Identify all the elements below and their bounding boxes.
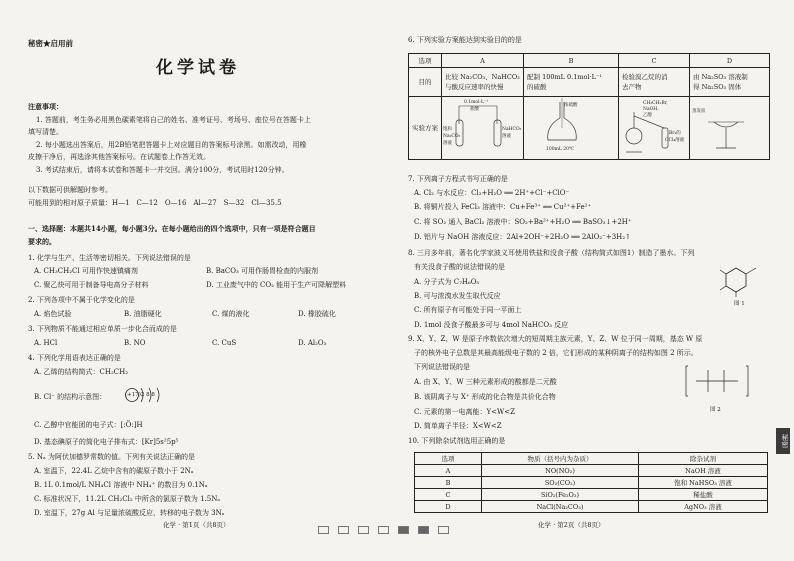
cell-text: 由 Na₂SO₃ 溶液制 — [693, 73, 748, 81]
page-marker-dots — [318, 519, 458, 538]
q9-option-d: D. 简单离子半径：X<W<Z — [414, 422, 502, 430]
secret-mark: 秘密★启用前 — [28, 39, 73, 48]
marker-icon — [418, 526, 429, 534]
q3-option-c: C. CuS — [212, 339, 237, 347]
q5-option-c: C. 标准状况下，11.2L CH₂Cl₂ 中所含的氯原子数为 1.5Nₐ — [34, 495, 221, 503]
q6-purpose-d — [690, 68, 770, 97]
q10-header: 物质（括号内为杂质） — [482, 453, 639, 465]
question-8-stem: 有关没食子酸的说法错误的是 — [414, 263, 505, 271]
q2-option-d: D. 橡胶硫化 — [298, 310, 336, 318]
reference-line: 可能用到的相对原子质量：H—1 C—12 O—16 Al—27 S—32 Cl—35.5 — [28, 199, 282, 207]
q7-option-c: C. 将 SO₂ 通入 BaCl₂ 溶液中：SO₂+Ba²⁺+H₂O ══ BaSO₃↓+2H⁺ — [414, 218, 632, 226]
q7-option-d: D. 铝片与 NaOH 溶液反应：2Al+2OH⁻+2H₂O ══ 2AlO₂⁻+3H₂↑ — [414, 233, 631, 241]
fig-label: 饱和 — [443, 127, 452, 132]
q6-purpose-label: 目的 — [409, 68, 442, 97]
q10-table — [414, 452, 768, 513]
question-7-stem: 7. 下列离子方程式书写正确的是 — [408, 175, 508, 183]
side-tab: 秘密 — [776, 428, 790, 454]
q9-option-a: A. 由 X、Y、W 三种元素形成的酸都是二元酸 — [414, 378, 557, 386]
q6-figure-b — [524, 97, 619, 160]
marker-icon — [358, 526, 369, 534]
fig-label: 浓硫酸 — [564, 103, 578, 108]
q10-header: 除杂试剂 — [639, 453, 768, 465]
section-heading: 要求的。 — [28, 237, 56, 246]
table-cell: SO₂(CO₂) — [482, 477, 639, 489]
table-row — [415, 501, 768, 513]
section-heading: 一、选择题：本题共14小题，每小题3分。在每小题给出的四个选项中，只有一项是符合题目 — [28, 224, 316, 233]
question-5-stem: 5. Nₐ 为阿伏加德罗常数的值。下列有关说法正确的是 — [28, 453, 195, 461]
table-row — [415, 477, 768, 489]
q5-option-a: A. 室温下，22.4L 乙烷中含有的碳原子数小于 2Nₐ — [34, 467, 194, 475]
fig-label: 溶液 — [443, 141, 452, 146]
q4-option-c: C. 乙醇中官能团的电子式：[:Ö:]H — [34, 421, 143, 429]
q6-header: D — [690, 54, 770, 68]
q2-option-a: A. 焰色试验 — [34, 310, 72, 318]
q4-option-d: D. 基态碘原子的简化电子排布式：[Kr]5s²5p⁵ — [34, 438, 179, 446]
reference-line: 以下数据可供解题时参考。 — [28, 186, 112, 194]
question-10-stem: 10. 下列除杂试剂选用正确的是 — [408, 437, 506, 445]
chloride-ion-diagram — [124, 386, 168, 408]
q7-option-b: B. 将铜片投入 FeCl₃ 溶液中：Cu+Fe³⁺ ══ Cu²⁺+Fe²⁺ — [414, 203, 592, 211]
figure-1-caption: 图 1 — [734, 301, 745, 307]
question-6-stem: 6. 下列实验方案能达到实验目的的是 — [408, 36, 522, 44]
question-9-stem: 9. X、Y、Z、W 是原子序数依次增大的短周期主族元素，Y、Z、W 位于同一周期，基态 W 原 — [408, 335, 703, 343]
q3-option-b: B. NO — [124, 339, 146, 347]
page-title: 化学试卷 — [156, 58, 240, 78]
table-row — [415, 489, 768, 501]
q9-option-c: C. 元素的第一电离能：Y<W<Z — [414, 408, 515, 416]
q1-option-c: C. 聚乙炔可用于制备导电高分子材料 — [34, 281, 149, 289]
figure-2-caption: 图 2 — [710, 407, 721, 413]
q6-header: A — [442, 54, 524, 68]
notice-line: 皮擦干净后，再选涂其他答案标号。在试题卷上作答无效。 — [28, 153, 210, 161]
evaporating-dish-icon — [694, 98, 764, 158]
table-cell: A — [415, 465, 482, 477]
cell-text: 与酸反应速率的快慢 — [445, 83, 504, 91]
page-footer: 化学 · 第1页（共8页） — [163, 521, 230, 529]
cell-text: 检验溴乙烷的消 — [622, 73, 668, 81]
q6-header: C — [619, 54, 690, 68]
q6-table — [408, 53, 770, 160]
q6-purpose-c — [619, 68, 690, 97]
anion-structure-icon — [684, 364, 754, 400]
table-cell: B — [415, 477, 482, 489]
fig-label: 乙醇 — [643, 113, 652, 118]
notice-line: 1. 答题前，考生务必用黑色碳素笔将自己的姓名、准考证号、考场号、座位号在答题卡上 — [36, 116, 311, 124]
table-cell: NaCl(Na₂CO₃) — [482, 501, 639, 513]
table-cell: C — [415, 489, 482, 501]
q1-option-b: B. BaCO₃ 可用作肠胃检查的内服剂 — [206, 267, 319, 275]
q10-header: 选项 — [415, 453, 482, 465]
q6-header: 选项 — [409, 54, 442, 68]
q8-option-a: A. 分子式为 C₇H₆O₅ — [414, 278, 480, 286]
cell-text: 的硫酸 — [527, 83, 547, 91]
cell-text: 去产物 — [622, 83, 642, 91]
table-cell: SiO₂(Fe₂O₃) — [482, 489, 639, 501]
page-footer: 化学 · 第2页（共8页） — [538, 521, 605, 529]
fig-label: 0.1mol·L⁻¹ — [464, 100, 489, 105]
question-1-stem: 1. 化学与生产、生活等密切相关。下列说法错误的是 — [28, 254, 191, 262]
fig-label: CH₃CH₂Br, — [643, 101, 668, 106]
q2-option-b: B. 油脂硬化 — [124, 310, 162, 318]
cell-text: 得 Na₂SO₃ 固体 — [693, 83, 742, 91]
q5-option-b: B. 1L 0.1mol/L NH₄Cl 溶液中 NH₄⁺ 的数目为 0.1Nₐ — [34, 481, 208, 489]
fig-label: NaOH, — [643, 107, 659, 112]
q6-figure-c — [619, 97, 690, 160]
notice-line: 3. 考试结束后，请将本试卷和答题卡一并交回。满分100分，考试用时120分钟。 — [36, 166, 289, 174]
q7-option-a: A. Cl₂ 与水反应：Cl₂+H₂O ══ 2H⁺+Cl⁻+ClO⁻ — [414, 189, 570, 197]
fig-label: Na₂CO₃ — [443, 134, 461, 139]
table-cell: 稀盐酸 — [639, 489, 768, 501]
q2-option-c: C. 煤的液化 — [212, 310, 250, 318]
fig-label: CCl₄溶液 — [665, 138, 685, 143]
diagram-label: (+17)2 8 8 — [125, 392, 155, 398]
table-cell: NaOH 溶液 — [639, 465, 768, 477]
notice-title: 注意事项： — [28, 102, 63, 111]
q6-header: B — [524, 54, 619, 68]
q9-option-b: B. 该阴离子与 X⁺ 形成的化合物是共价化合物 — [414, 393, 556, 401]
notice-line: 2. 每小题选出答案后，用2B铅笔把答题卡上对应题目的答案标号涂黑。如需改动，用橡 — [36, 141, 307, 149]
q8-option-c: C. 所有原子有可能处于同一平面上 — [414, 306, 522, 314]
q3-option-d: D. Al₂O₃ — [298, 339, 327, 347]
marker-icon — [318, 526, 329, 534]
q3-option-a: A. HCl — [34, 339, 58, 347]
q6-scheme-label: 实验方案 — [409, 97, 442, 160]
question-9-stem: 子的核外电子总数是其最高能级电子数的 2 倍，它们形成的某种阴离子的结构如图 2 所示。 — [414, 349, 698, 357]
question-8-stem: 8. 三月多年前，著名化学家波义耳使用铁盐和没食子酸（结构简式如图1）制造了墨水。下列 — [408, 249, 695, 257]
marker-icon — [338, 526, 349, 534]
q5-option-d: D. 室温下，27g Al 与足量浓硫酸反应，转移的电子数为 3Nₐ — [34, 509, 225, 517]
q6-figure-a — [442, 97, 524, 160]
q6-purpose-a — [442, 68, 524, 97]
q8-option-b: B. 可与浓溴水发生取代反应 — [414, 292, 501, 300]
q8-option-d: D. 1mol 没食子酸最多可与 4mol NaHCO₃ 反应 — [414, 321, 569, 329]
notice-line: 填写清楚。 — [28, 128, 63, 136]
marker-icon — [378, 526, 389, 534]
cell-text: 比较 Na₂CO₃、NaHCO₃ — [445, 73, 520, 81]
q1-option-a: A. CH₃CH₂Cl 可用作快速镇痛剂 — [34, 267, 138, 275]
fig-label: NaHCO₃ — [502, 127, 522, 132]
question-2-stem: 2. 下列各项中不属于化学变化的是 — [28, 296, 135, 304]
table-row — [415, 465, 768, 477]
table-cell: NO(NO₂) — [482, 465, 639, 477]
q6-purpose-b — [524, 68, 619, 97]
marker-icon — [398, 526, 409, 534]
cell-text: 配制 100mL 0.1mol·L⁻¹ — [527, 73, 602, 81]
question-4-stem: 4. 下列化学用语表达正确的是 — [28, 354, 121, 362]
fig-label: 溶液 — [502, 134, 511, 139]
q1-option-d: D. 工业废气中的 CO₂ 能用于生产可降解塑料 — [206, 281, 347, 289]
question-3-stem: 3. 下列物质不能通过相应单质一步化合而成的是 — [28, 325, 177, 333]
fig-label: 100mL 20℃ — [546, 147, 575, 152]
table-cell: 饱和 NaHSO₃ 溶液 — [639, 477, 768, 489]
gallic-acid-structure-icon — [720, 262, 762, 298]
q6-figure-d — [690, 97, 770, 160]
fig-label: 蒸发皿 — [692, 109, 706, 114]
question-9-stem: 下列说法错误的是 — [414, 363, 470, 371]
fig-label: 盐酸 — [470, 107, 479, 112]
marker-icon — [438, 526, 449, 534]
fig-label: Br₂的 — [669, 131, 681, 136]
q4-option-a: A. 乙烯的结构简式：CH₂CH₂ — [34, 368, 129, 376]
table-cell: D — [415, 501, 482, 513]
table-cell: AgNO₃ 溶液 — [639, 501, 768, 513]
q4-option-b: B. Cl⁻ 的结构示意图： — [34, 393, 107, 401]
